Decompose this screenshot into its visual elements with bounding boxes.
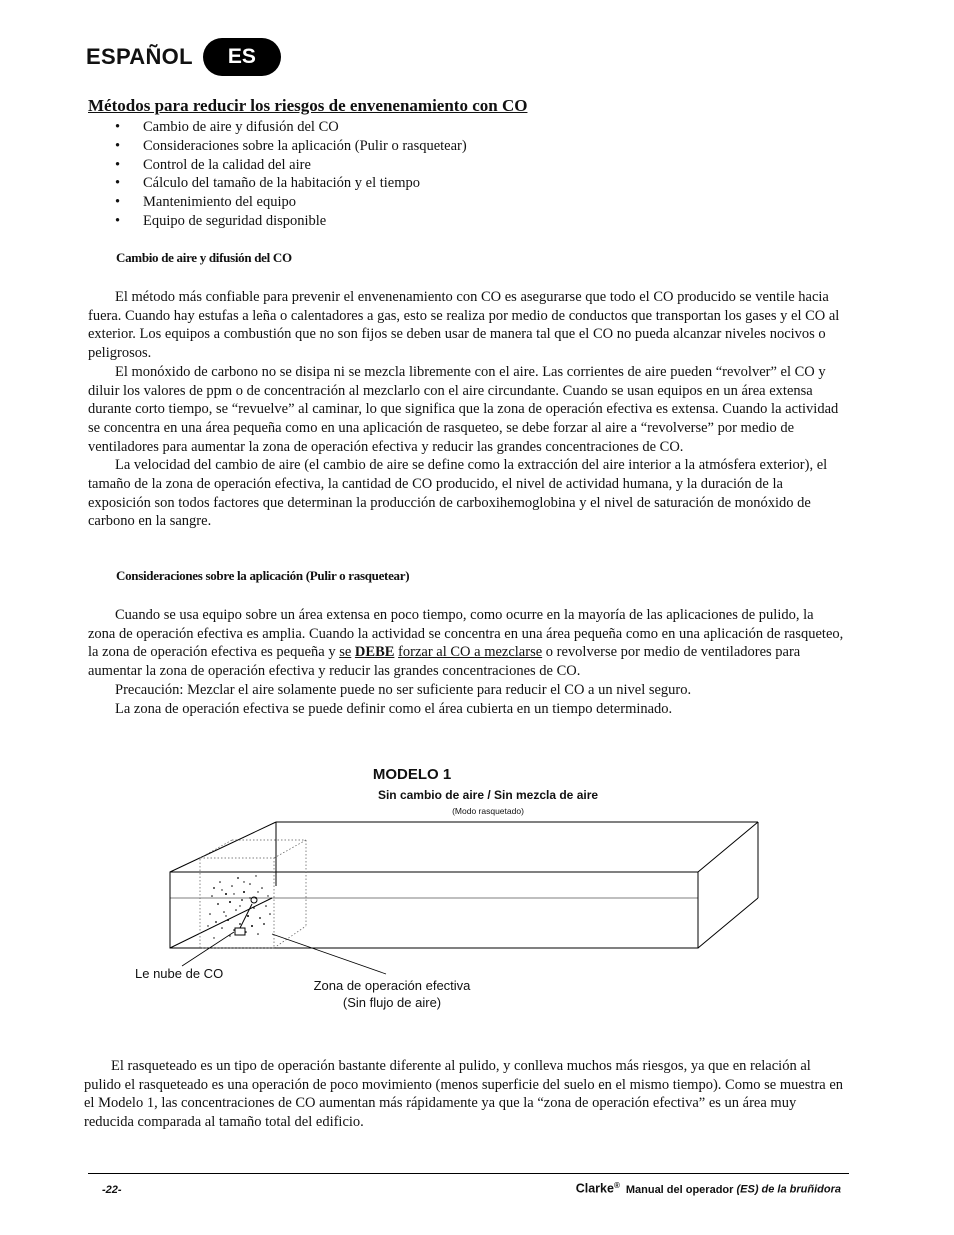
figure-label-cloud: Le nube de CO bbox=[135, 966, 224, 981]
footer-manual-title bbox=[576, 1181, 841, 1196]
room-edge bbox=[170, 822, 276, 872]
text-run: Cuando se usa equipo sobre un área extensa en poco tiempo, como ocurre en la mayoría de las aplicaciones de pulido, la zona de operación efectiva es amplia. Cuando la actividad se concentra en una área pequeña como en una aplicación de rasqueteo, la zona de operación efectiva es pequeña y bbox=[88, 607, 844, 661]
page-number: -22- bbox=[102, 1184, 122, 1196]
footer-divider bbox=[88, 1173, 849, 1174]
co-cloud bbox=[207, 875, 270, 938]
figure-mode: (Modo rasquetado) bbox=[452, 806, 524, 816]
figure-subtitle: Sin cambio de aire / Sin mezcla de aire bbox=[377, 788, 599, 802]
list-item: • Control de la calidad del aire bbox=[115, 156, 467, 175]
figure-label-zone-line1: Zona de operación efectiva bbox=[313, 978, 471, 993]
caution-paragraph: Precaución: Mezclar el aire solamente puede no ser suficiente para reducir el CO a un nivel seguro. bbox=[115, 681, 692, 698]
text-run: o revolverse por medio de ventiladores para aumentar la zona de operación efectiva y reducir las grandes concentraciones de CO. bbox=[88, 644, 801, 680]
paragraph: El método más confiable para prevenir el envenenamiento con CO es asegurarse que todo el CO producido se ventile hacia fuera. Cuando hay estufas a leña o calentadores a gas, esto se realiza por medio de conductos que transportan los gases y el CO al exterior. Los equipos a combustión que no son fijos se deben usar de manera tal que el CO no pueda alcanzar niveles nocivos o peligrosos. bbox=[88, 289, 840, 362]
list-item: • Consideraciones sobre la aplicación (Pulir o rasquetear) bbox=[115, 137, 467, 156]
underlined-text: forzar al CO a mezclarse bbox=[398, 644, 543, 661]
subsection-heading-air-change: Cambio de aire y difusión del CO bbox=[116, 250, 292, 265]
paragraph: El monóxido de carbono no se disipa ni se mezcla libremente con el aire. Las corrientes de aire pueden “revolver” el CO y diluir los valores de ppm o de concentración al mezclarlo con el aire circundante. Cuando se usan equipos en un área extensa durante corto tiempo, se “revuelve” al caminar, lo que significa que la zona de operación efectiva es extensa. Cuando la actividad se concentra en una área pequeña como en una aplicación de rasqueteo, se debe forzar al aire a “revolverse” por medio de ventiladores para aumentar la zona de operación efectiva y reducir las grandes concentraciones de CO. bbox=[88, 363, 839, 455]
closing-section bbox=[84, 1057, 844, 1132]
subsection-air-change-body bbox=[88, 288, 844, 531]
section-title: Métodos para reducir los riesgos de envenenamiento con CO bbox=[88, 96, 528, 115]
figure-title: MODELO 1 bbox=[372, 766, 452, 783]
room-edge bbox=[698, 822, 758, 872]
underlined-text: se bbox=[339, 644, 352, 661]
paragraph: La velocidad del cambio de aire (el cambio de aire se define como la extracción del aire interior a la atmósfera exterior), el tamaño de la zona de operación efectiva, la cantidad de CO producido, el nivel de actividad humana, y la duración de la exposición son todos factores que determinan la producción de carboxihemoglobina y el nivel de saturación de monóxido de carbono en la sangre. bbox=[88, 457, 828, 530]
figure-label-zone bbox=[292, 977, 492, 1011]
figure-label-zone-line2: (Sin flujo de aire) bbox=[342, 995, 442, 1010]
bullet-list bbox=[115, 118, 467, 231]
brand-name: Clarke bbox=[575, 1181, 614, 1196]
language-header bbox=[86, 38, 281, 76]
emphasis-text: DEBE bbox=[354, 644, 395, 661]
language-label: ESPAÑOL bbox=[86, 44, 193, 69]
manual-label-italic: (ES) de la bruñidora bbox=[736, 1183, 841, 1196]
registered-mark: ® bbox=[613, 1181, 620, 1190]
subsection-application-body bbox=[88, 606, 844, 718]
leader-line-cloud bbox=[182, 932, 234, 966]
scraper-machine-icon bbox=[235, 897, 257, 935]
list-item: • Mantenimiento del equipo bbox=[115, 193, 467, 212]
list-item: • Cálculo del tamaño de la habitación y el tiempo bbox=[115, 174, 467, 193]
language-badge: ES bbox=[203, 38, 281, 76]
paragraph bbox=[88, 606, 844, 681]
paragraph: La zona de operación efectiva se puede definir como el área cubierta en un tiempo determinado. bbox=[115, 700, 673, 717]
list-item: • Cambio de aire y difusión del CO bbox=[115, 118, 467, 137]
paragraph: El rasqueteado es un tipo de operación bastante diferente al pulido, y conlleva muchos más riesgos, ya que en relación al pulido el rasqueteado es una operación de poco movimiento (menos superficie del suelo en el mismo tiempo). Como se muestra en el Modelo 1, las concentraciones de CO aumentan más rápidamente ya que la “zona de operación efectiva” es un área muy reducida comparada al tamaño total del edificio. bbox=[84, 1058, 844, 1131]
list-item: • Equipo de seguridad disponible bbox=[115, 212, 467, 231]
manual-label: Manual del operador bbox=[625, 1183, 734, 1196]
leader-line-zone bbox=[272, 934, 386, 974]
subsection-heading-application: Consideraciones sobre la aplicación (Pulir o rasquetear) bbox=[116, 568, 410, 583]
room-edge bbox=[698, 898, 758, 948]
